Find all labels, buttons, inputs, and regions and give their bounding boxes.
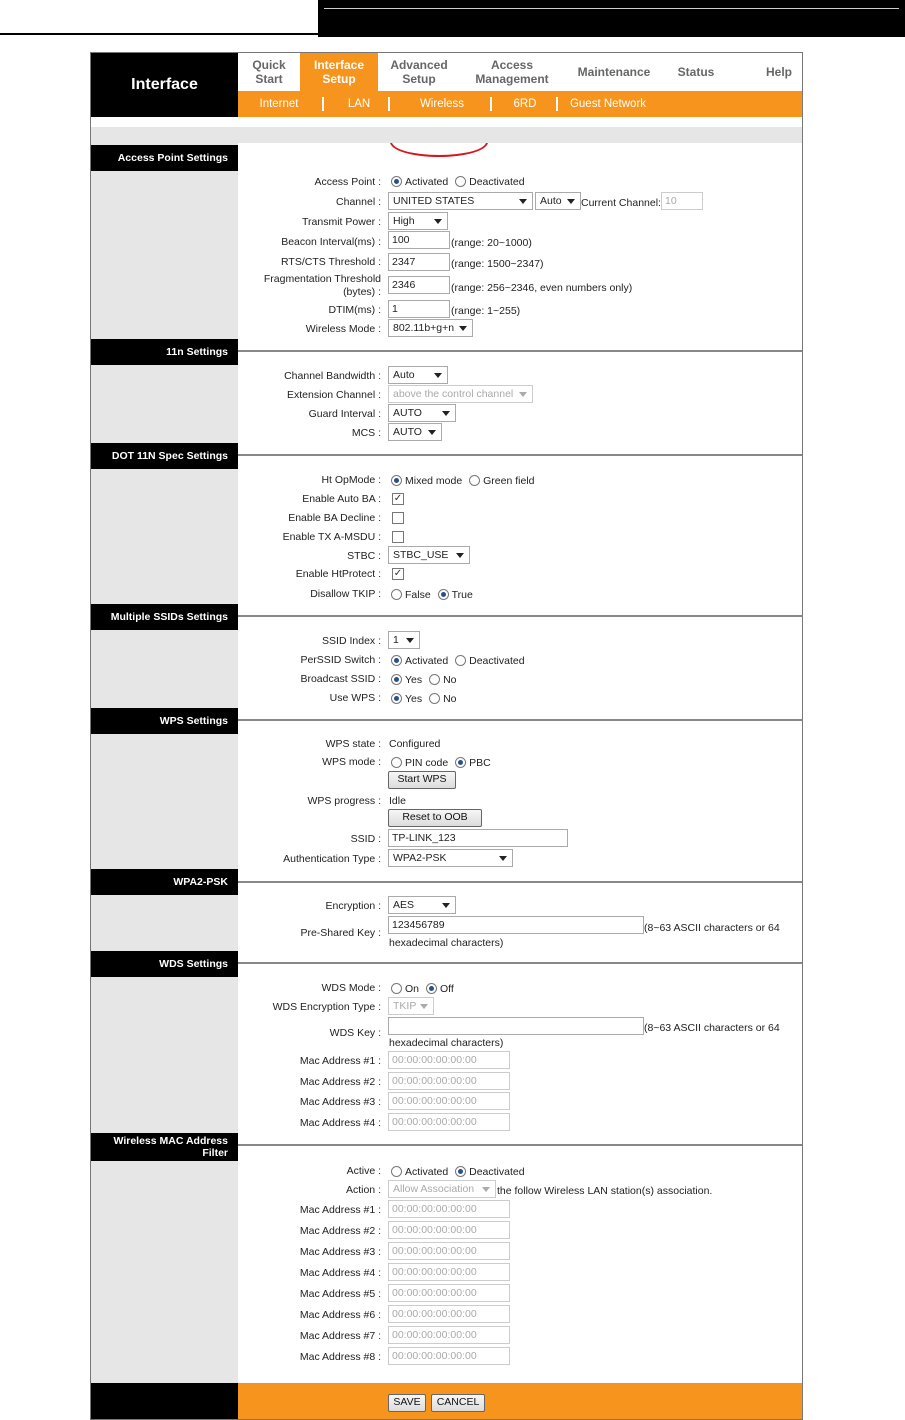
nav-access-management[interactable] <box>460 53 564 91</box>
authentication-type-label: Authentication Type : <box>283 853 381 865</box>
fragmentation-input[interactable]: 2346 <box>388 276 450 294</box>
enable-htprotect-label: Enable HtProtect : <box>295 568 381 580</box>
section-divider <box>238 350 802 352</box>
channel-label: Channel : <box>336 196 381 208</box>
section-divider <box>238 615 802 617</box>
nav-label: Status <box>677 65 715 79</box>
section-11n: 11n Settings <box>91 339 238 365</box>
radio-mixed-mode[interactable] <box>391 475 402 486</box>
section-wps: WPS Settings <box>91 708 238 734</box>
use-wps-radios <box>391 693 457 705</box>
radio-green-field[interactable] <box>469 475 480 486</box>
subnav-guest-network[interactable]: Guest Network <box>569 98 647 110</box>
radio-label: False <box>405 589 431 601</box>
rts-range-hint: (range: 1500~2347) <box>451 258 544 270</box>
section-mac-filter-line1: Wireless MAC Address <box>113 1135 228 1147</box>
disallow-tkip-label: Disallow TKIP : <box>310 588 381 600</box>
radio-wps-pbc[interactable] <box>455 757 466 768</box>
wds-key-hint-line1: (8~63 ASCII characters or 64 <box>644 1022 780 1034</box>
mac-filter-action-hint: the follow Wireless LAN station(s) association. <box>497 1185 713 1197</box>
wps-state-value: Configured <box>389 738 441 750</box>
radio-label: Activated <box>405 176 449 188</box>
wds-mode-radios <box>391 983 454 995</box>
save-button[interactable]: SAVE <box>388 1394 426 1412</box>
channel-bandwidth-label: Channel Bandwidth : <box>284 370 381 382</box>
nav-advanced-setup[interactable] <box>378 53 460 91</box>
filter-mac-label-1: Mac Address #1 : <box>299 1204 381 1216</box>
radio-wds-on[interactable] <box>391 983 402 994</box>
radio-label: Green field <box>483 475 535 487</box>
router-config-frame <box>90 52 803 1420</box>
ssid-index-label: SSID Index : <box>322 635 381 647</box>
section-access-point: Access Point Settings <box>91 145 238 171</box>
radio-access-point-activated[interactable] <box>391 176 402 187</box>
wps-state-label: WPS state : <box>325 738 381 750</box>
wds-encryption-label: WDS Encryption Type : <box>272 1001 381 1013</box>
beacon-interval-label: Beacon Interval(ms) : <box>281 236 381 248</box>
wireless-mode-label: Wireless Mode : <box>305 323 381 335</box>
dtim-label: DTIM(ms) : <box>328 304 381 316</box>
filter-mac-label-2: Mac Address #2 : <box>299 1225 381 1237</box>
rts-threshold-input[interactable]: 2347 <box>388 253 450 271</box>
filter-mac-input-6[interactable]: 00:00:00:00:00:00 <box>388 1305 510 1323</box>
encryption-label: Encryption : <box>325 900 381 912</box>
filter-mac-label-3: Mac Address #3 : <box>299 1246 381 1258</box>
authentication-type-select[interactable]: WPA2-PSK <box>388 849 513 867</box>
rts-threshold-label: RTS/CTS Threshold : <box>281 256 381 268</box>
radio-label: No <box>443 693 457 705</box>
enable-auto-ba-label: Enable Auto BA : <box>302 493 381 505</box>
gray-strip <box>91 127 802 143</box>
nav-label: Maintenance <box>577 65 651 79</box>
radio-wps-pin[interactable] <box>391 757 402 768</box>
filter-mac-input-5[interactable]: 00:00:00:00:00:00 <box>388 1284 510 1302</box>
broadcast-ssid-label: Broadcast SSID : <box>300 673 381 685</box>
enable-ba-decline-checkbox[interactable] <box>392 512 404 524</box>
filter-mac-input-8[interactable]: 00:00:00:00:00:00 <box>388 1347 510 1365</box>
radio-label: PBC <box>469 757 491 769</box>
radio-label: On <box>405 983 420 995</box>
wds-key-input[interactable] <box>388 1017 644 1035</box>
section-wds: WDS Settings <box>91 951 238 977</box>
radio-label: True <box>451 589 473 601</box>
radio-perssid-activated[interactable] <box>391 655 402 666</box>
disallow-tkip-radios <box>391 589 473 601</box>
wds-mac-label-4: Mac Address #4 : <box>299 1117 381 1129</box>
sub-nav <box>238 91 802 117</box>
section-mac-filter-line2: Filter <box>202 1147 228 1159</box>
filter-mac-label-7: Mac Address #7 : <box>299 1330 381 1342</box>
cancel-button[interactable]: CANCEL <box>431 1394 485 1412</box>
wds-mac-label-1: Mac Address #1 : <box>299 1055 381 1067</box>
radio-access-point-deactivated[interactable] <box>455 176 466 187</box>
section-divider <box>238 1144 802 1146</box>
guard-interval-label: Guard Interval : <box>308 408 381 420</box>
current-channel-field: 10 <box>661 192 703 210</box>
wds-encryption-select[interactable]: TKIP <box>388 997 434 1015</box>
nav-label: Access Management <box>475 58 549 86</box>
channel-country-select[interactable]: UNITED STATES <box>388 192 533 210</box>
access-point-radios <box>391 176 525 188</box>
psk-hint-line1: (8~63 ASCII characters or 64 <box>644 922 780 934</box>
footer-bar <box>238 1383 802 1420</box>
subnav-lan[interactable]: LAN <box>347 98 371 110</box>
ssid-index-select[interactable]: 1 <box>388 631 420 649</box>
channel-bandwidth-select[interactable]: Auto <box>388 366 448 384</box>
filter-mac-input-1[interactable]: 00:00:00:00:00:00 <box>388 1200 510 1218</box>
radio-label: Deactivated <box>469 655 525 667</box>
ssid-input[interactable]: TP-LINK_123 <box>388 829 568 847</box>
radio-label: PIN code <box>405 757 449 769</box>
channel-auto-select[interactable]: Auto <box>535 192 581 210</box>
filter-mac-input-4[interactable]: 00:00:00:00:00:00 <box>388 1263 510 1281</box>
radio-mac-filter-deactivated[interactable] <box>455 1166 466 1177</box>
nav-maintenance[interactable] <box>564 53 664 91</box>
pre-shared-key-input[interactable]: 123456789 <box>388 916 644 934</box>
top-black-bar <box>318 0 905 37</box>
broadcast-ssid-radios <box>391 674 457 686</box>
brand-title: Interface <box>91 53 238 117</box>
wds-mac-label-2: Mac Address #2 : <box>299 1076 381 1088</box>
wps-mode-label: WPS mode : <box>322 756 381 768</box>
wps-progress-value: Idle <box>389 795 406 807</box>
reset-to-oob-button[interactable]: Reset to OOB <box>388 809 482 827</box>
section-dot11n-spec: DOT 11N Spec Settings <box>91 443 238 469</box>
filter-mac-label-5: Mac Address #5 : <box>299 1288 381 1300</box>
nav-interface-setup[interactable] <box>300 53 378 91</box>
subnav-wireless[interactable]: Wireless <box>419 98 465 110</box>
radio-broadcast-no[interactable] <box>429 674 440 685</box>
filter-mac-label-8: Mac Address #8 : <box>299 1351 381 1363</box>
radio-label: Yes <box>405 693 423 705</box>
radio-label: Yes <box>405 674 423 686</box>
wds-key-label: WDS Key : <box>329 1027 381 1039</box>
radio-label: Off <box>439 983 454 995</box>
guard-interval-select[interactable]: AUTO <box>388 404 456 422</box>
radio-wds-off[interactable] <box>426 983 437 994</box>
radio-tkip-true[interactable] <box>438 589 449 600</box>
wds-mac-input-1[interactable]: 00:00:00:00:00:00 <box>388 1051 510 1069</box>
ssid-label: SSID : <box>350 833 381 845</box>
enable-htprotect-checkbox[interactable]: ✓ <box>393 568 403 579</box>
section-mac-filter <box>91 1133 238 1161</box>
radio-label: Deactivated <box>469 1166 525 1178</box>
ht-opmode-label: Ht OpMode : <box>321 474 381 486</box>
top-left-rule <box>0 0 318 35</box>
filter-mac-label-6: Mac Address #6 : <box>299 1309 381 1321</box>
mac-filter-action-label: Action : <box>345 1184 381 1196</box>
enable-tx-amsdu-checkbox[interactable] <box>392 531 404 543</box>
section-divider <box>238 719 802 721</box>
transmit-power-select[interactable]: High <box>388 212 448 230</box>
start-wps-button[interactable]: Start WPS <box>388 771 456 789</box>
transmit-power-label: Transmit Power : <box>302 216 381 228</box>
filter-mac-label-4: Mac Address #4 : <box>299 1267 381 1279</box>
fragmentation-label-line2: (bytes) : <box>343 286 381 298</box>
wds-mac-input-3[interactable]: 00:00:00:00:00:00 <box>388 1092 510 1110</box>
enable-auto-ba-checkbox[interactable]: ✓ <box>393 493 403 504</box>
nav-status[interactable] <box>664 53 728 91</box>
radio-use-wps-yes[interactable] <box>391 693 402 704</box>
encryption-select[interactable]: AES <box>388 896 456 914</box>
subnav-6rd[interactable]: 6RD <box>513 98 537 110</box>
radio-label: Mixed mode <box>405 475 463 487</box>
wps-progress-label: WPS progress : <box>307 795 381 807</box>
radio-label: Activated <box>405 1166 449 1178</box>
stbc-label: STBC : <box>347 550 381 562</box>
footer-left <box>91 1383 238 1420</box>
perssid-switch-label: PerSSID Switch : <box>300 654 381 666</box>
filter-mac-input-7[interactable]: 00:00:00:00:00:00 <box>388 1326 510 1344</box>
dtim-input[interactable]: 1 <box>388 300 450 318</box>
beacon-interval-input[interactable]: 100 <box>388 231 450 249</box>
subnav-separator <box>322 97 324 111</box>
dtim-range-hint: (range: 1~255) <box>451 305 521 317</box>
section-wpa2-psk: WPA2-PSK <box>91 869 238 895</box>
radio-use-wps-no[interactable] <box>429 693 440 704</box>
wds-key-hint-line2: hexadecimal characters) <box>389 1037 504 1049</box>
subnav-internet[interactable]: Internet <box>259 98 299 110</box>
filter-mac-input-2[interactable]: 00:00:00:00:00:00 <box>388 1221 510 1239</box>
access-point-label: Access Point : <box>314 176 381 188</box>
ht-opmode-radios <box>391 475 535 487</box>
radio-label: Deactivated <box>469 176 525 188</box>
wds-mac-input-2[interactable]: 00:00:00:00:00:00 <box>388 1072 510 1090</box>
fragmentation-range-hint: (range: 256~2346, even numbers only) <box>451 282 633 294</box>
wds-mode-label: WDS Mode : <box>321 982 381 994</box>
radio-label: Activated <box>405 655 449 667</box>
filter-mac-input-3[interactable]: 00:00:00:00:00:00 <box>388 1242 510 1260</box>
mac-filter-active-radios <box>391 1166 525 1178</box>
use-wps-label: Use WPS : <box>329 692 381 704</box>
section-divider <box>238 454 802 456</box>
section-divider <box>238 962 802 964</box>
mac-filter-action-select[interactable]: Allow Association <box>388 1180 496 1198</box>
radio-broadcast-yes[interactable] <box>391 674 402 685</box>
wds-mac-label-3: Mac Address #3 : <box>299 1096 381 1108</box>
stbc-select[interactable]: STBC_USE <box>388 546 470 564</box>
psk-hint-line2: hexadecimal characters) <box>389 937 504 949</box>
beacon-range-hint: (range: 20~1000) <box>451 237 532 249</box>
subnav-separator <box>388 97 390 111</box>
fragmentation-label-line1: Fragmentation Threshold <box>263 273 381 285</box>
enable-tx-amsdu-label: Enable TX A-MSDU : <box>282 531 381 543</box>
nav-quick-start[interactable] <box>238 53 300 91</box>
nav-label: Advanced Setup <box>390 58 448 86</box>
main-nav <box>238 53 802 91</box>
wireless-mode-select[interactable]: 802.11b+g+n <box>388 319 473 337</box>
mac-filter-active-label: Active : <box>346 1165 381 1177</box>
nav-label: Quick Start <box>252 58 286 86</box>
enable-ba-decline-label: Enable BA Decline : <box>288 512 381 524</box>
extension-channel-label: Extension Channel : <box>287 389 381 401</box>
radio-mac-filter-activated[interactable] <box>391 1166 402 1177</box>
nav-label: Interface Setup <box>313 58 365 86</box>
nav-help[interactable] <box>748 53 803 91</box>
section-multiple-ssids: Multiple SSIDs Settings <box>91 604 238 630</box>
mcs-label: MCS : <box>351 427 381 439</box>
pre-shared-key-label: Pre-Shared Key : <box>300 927 381 939</box>
section-divider <box>238 881 802 883</box>
mcs-select[interactable]: AUTO <box>388 423 442 441</box>
current-channel-label: Current Channel: <box>581 197 661 209</box>
radio-label: No <box>443 674 457 686</box>
radio-tkip-false[interactable] <box>391 589 402 600</box>
subnav-separator <box>556 97 558 111</box>
top-bar-line <box>324 8 899 9</box>
wps-mode-radios <box>391 757 491 769</box>
perssid-switch-radios <box>391 655 525 667</box>
subnav-separator <box>490 97 492 111</box>
wds-mac-input-4[interactable]: 00:00:00:00:00:00 <box>388 1113 510 1131</box>
radio-perssid-deactivated[interactable] <box>455 655 466 666</box>
extension-channel-select[interactable]: above the control channel <box>388 385 533 403</box>
nav-label: Help <box>765 65 792 79</box>
